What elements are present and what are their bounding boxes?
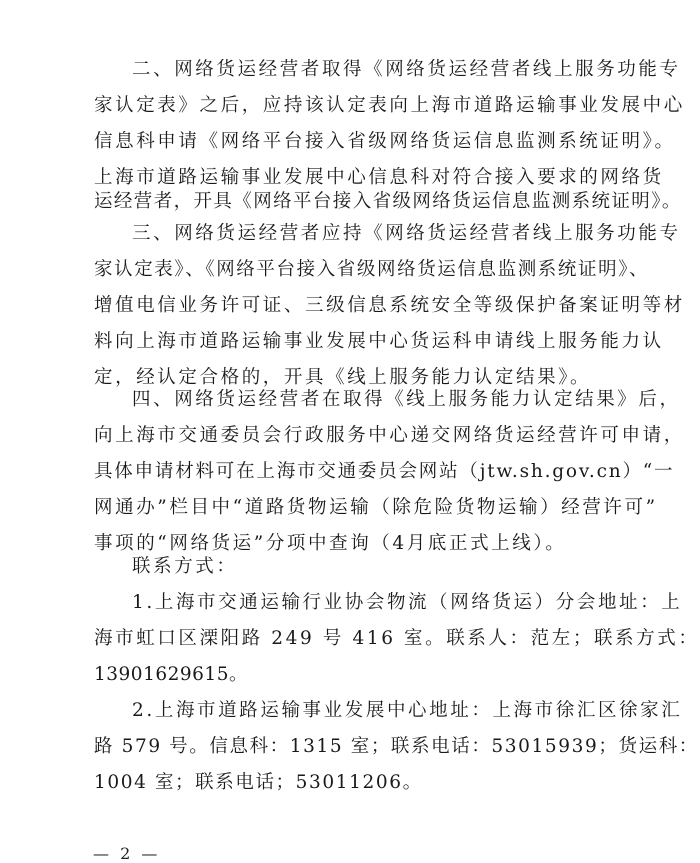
text-line: 1.上海市交通运输行业协会物流（网络货运）分会地址：上	[132, 592, 683, 613]
text-line: 家认定表》、《网络平台接入省级网络货运信息监测系统证明》、	[94, 259, 650, 280]
text-line: 家认定表》之后，应持该认定表向上海市道路运输事业发展中心	[94, 95, 685, 116]
text-line: 三、网络货运经营者应持《网络货运经营者线上服务功能专	[132, 223, 681, 244]
text-line: 具体申请材料可在上海市交通委员会网站（jtw.sh.gov.cn）“一	[94, 461, 675, 482]
text-line: 事项的“网络货运”分项中查询（4月底正式上线）。	[94, 533, 567, 554]
text-line: 信息科申请《网络平台接入省级网络货运信息监测系统证明》。	[94, 131, 676, 152]
text-line: 增值电信业务许可证、三级信息系统安全等级保护备案证明等材	[94, 295, 685, 316]
text-line: 二、网络货运经营者取得《网络货运经营者线上服务功能专	[132, 59, 681, 80]
text-line: 路 579 号。信息科：1315 室；联系电话：53015939；货运科：	[94, 736, 699, 757]
text-line: 13901629615。	[94, 664, 248, 685]
text-line: 料向上海市道路运输事业发展中心货运科申请线上服务能力认	[94, 331, 664, 352]
text-line: 2.上海市道路运输事业发展中心地址：上海市徐汇区徐家汇	[132, 700, 683, 721]
text-line: 网通办”栏目中“道路货物运输（除危险货物运输）经营许可”	[94, 497, 658, 518]
text-line: 海市虹口区溧阳路 249 号 416 室。联系人：范左；联系方式：	[94, 628, 700, 649]
text-line: 向上海市交通委员会行政服务中心递交网络货运经营许可申请，	[94, 425, 685, 446]
text-line: 定，经认定合格的，开具《线上服务能力认定结果》。	[94, 367, 592, 388]
text-line: 联系方式：	[132, 556, 238, 577]
text-line: 四、网络货运经营者在取得《线上服务能力认定结果》后，	[132, 389, 681, 410]
page-number: — 2 —	[93, 844, 161, 863]
text-line: 1004 室；联系电话；53011206。	[94, 772, 423, 793]
text-line: 运经营者，开具《网络平台接入省级网络货运信息监测系统证明》。	[94, 191, 682, 212]
text-line: 上海市道路运输事业发展中心信息科对符合接入要求的网络货	[94, 167, 664, 188]
